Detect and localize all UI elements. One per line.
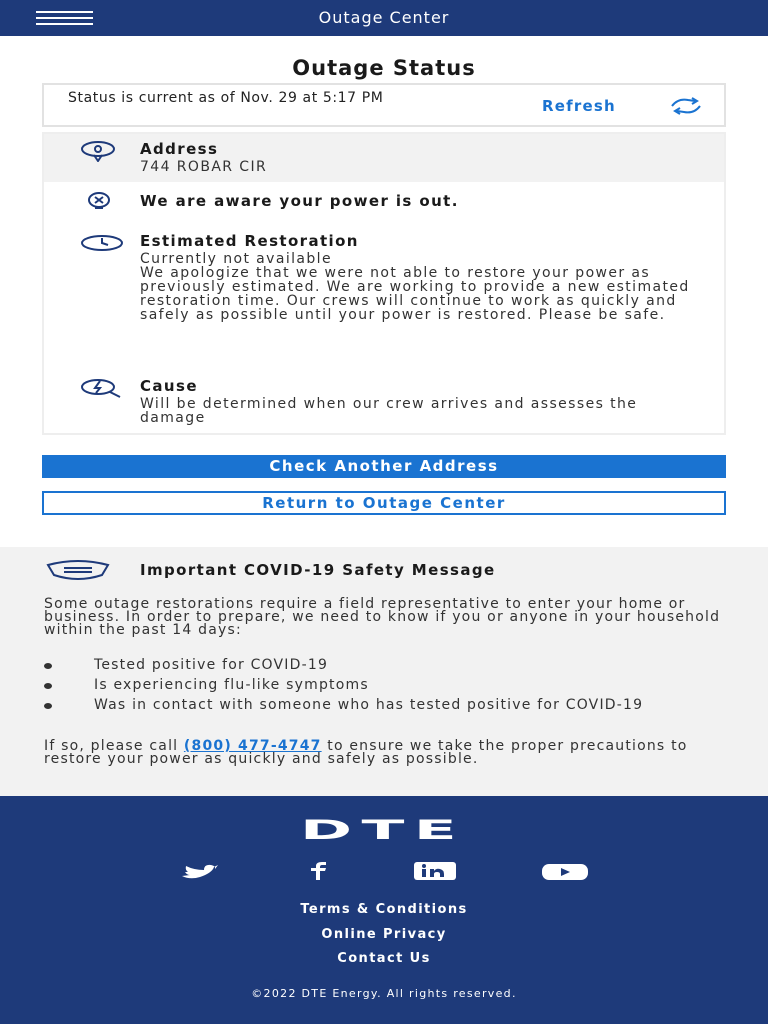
address-section	[44, 134, 724, 182]
dte-logo[interactable]	[298, 818, 468, 840]
youtube-icon[interactable]	[542, 864, 588, 880]
top-bar	[0, 0, 768, 36]
contact-us-link[interactable]: Contact Us	[337, 951, 431, 966]
return-to-outage-center-button[interactable]: Return to Outage Center	[42, 491, 726, 515]
clock-icon	[80, 234, 124, 252]
status-box	[42, 83, 726, 127]
restoration-status: Currently not available	[140, 251, 332, 267]
terms-conditions-link[interactable]: Terms & Conditions	[300, 902, 468, 917]
location-pin-icon	[80, 140, 116, 162]
restoration-message: We apologize that we were not able to restore your power as previously estimated. We are working to provide a new estimated restoration time. Our crews will continue to work as quickly and safely as possible until your power is restored. Please be safe.	[140, 265, 690, 323]
face-mask-icon	[44, 559, 112, 581]
address-label: Address	[140, 140, 219, 158]
cause-lightning-icon	[80, 378, 124, 398]
online-privacy-link[interactable]: Online Privacy	[321, 927, 447, 942]
phone-link[interactable]: (800) 477-4747	[183, 738, 322, 754]
facebook-icon[interactable]	[306, 862, 328, 880]
list-item: Was in contact with someone who has tested positive for COVID-19	[44, 699, 734, 712]
restoration-label: Estimated Restoration	[140, 232, 359, 250]
linkedin-icon[interactable]	[414, 862, 456, 880]
bullet-icon	[44, 663, 52, 669]
power-out-icon	[86, 192, 112, 210]
power-out-message: We are aware your power is out.	[140, 192, 459, 210]
refresh-icon[interactable]	[668, 97, 704, 115]
covid-footer-text: If so, please call (800) 477-4747 to ensure we take the proper precautions to restore your power as quickly and safely as possible.	[44, 738, 688, 767]
list-item: Is experiencing flu-like symptoms	[44, 679, 734, 692]
copyright-text: ©2022 DTE Energy. All rights reserved.	[251, 987, 517, 1000]
check-another-address-button[interactable]: Check Another Address	[42, 455, 726, 478]
covid-safety-section	[0, 547, 768, 796]
covid-bullet-list	[44, 659, 734, 719]
address-value: 744 ROBAR CIR	[140, 159, 268, 175]
covid-title: Important COVID-19 Safety Message	[140, 561, 496, 579]
svg-text:DTE: DTE	[300, 818, 466, 840]
outage-info-card	[42, 132, 726, 435]
status-timestamp: Status is current as of Nov. 29 at 5:17 PM	[68, 90, 384, 106]
app-title: Outage Center	[318, 8, 450, 27]
refresh-button[interactable]: Refresh	[542, 97, 616, 115]
bullet-icon	[44, 683, 52, 689]
cause-value: Will be determined when our crew arrives and assesses the damage	[140, 396, 638, 426]
twitter-icon[interactable]	[180, 864, 220, 880]
bullet-icon	[44, 703, 52, 709]
covid-intro: Some outage restorations require a field representative to enter your home or business. In order to prepare, we need to know if you or anyone in your household within the past 14 days:	[44, 596, 721, 638]
list-item: Tested positive for COVID-19	[44, 659, 734, 672]
site-footer	[0, 796, 768, 1024]
page-title: Outage Status	[292, 56, 476, 80]
cause-label: Cause	[140, 377, 198, 395]
